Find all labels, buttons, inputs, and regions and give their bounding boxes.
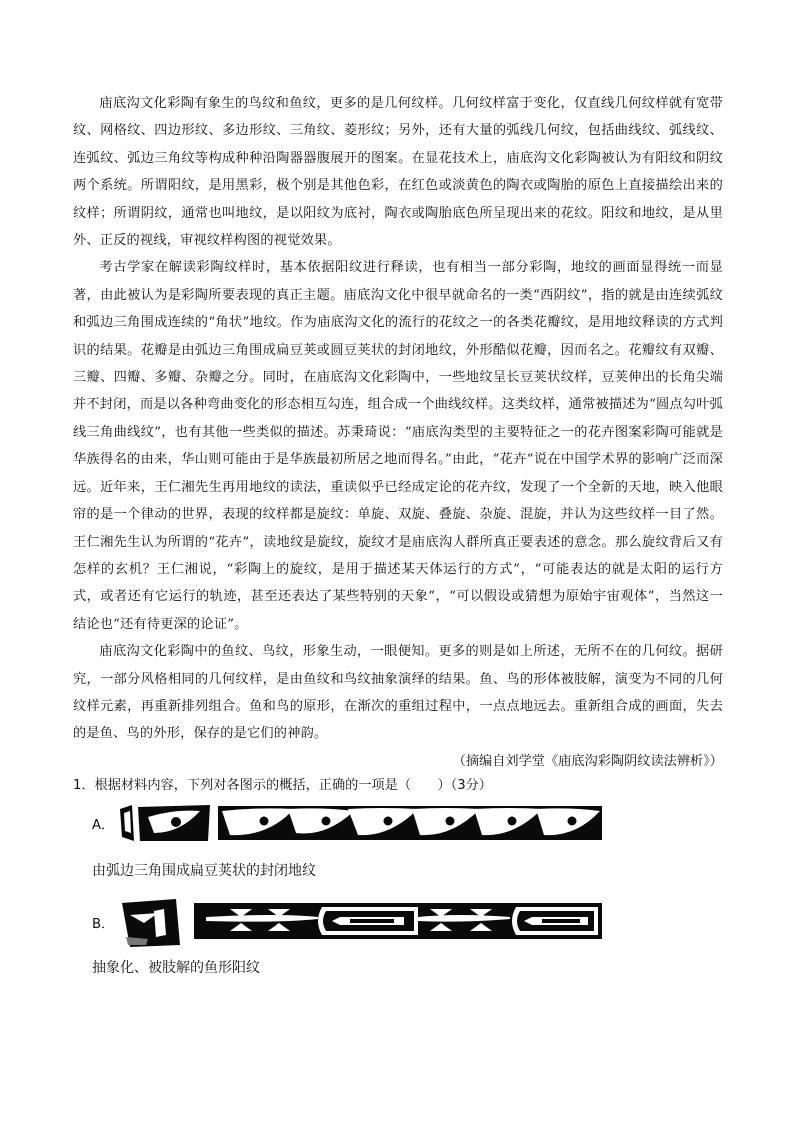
article-paragraph-3: 庙底沟文化彩陶中的鱼纹、鸟纹，形象生动，一眼便知。更多的则是如上所述，无所不在的几何纹。据研究，一部分风格相同的几何纹样，是由鱼纹和鸟纹抽象演绎的结果。鱼、鸟的形体被肢解，演变为不同的几何纹样元素，再重新排列组合。鱼和鸟的原形，在渐次的重组过程中，一点点地远去。重新组合成的画面，失去的是鱼、鸟的外形，保存的是它们的神韵。 bbox=[73, 644, 723, 742]
option-b-pattern-image bbox=[118, 895, 604, 949]
option-a-pattern-image bbox=[118, 803, 604, 843]
option-b-caption: 抽象化、被肢解的鱼形阳纹 bbox=[92, 960, 260, 976]
option-a-label: A． bbox=[92, 817, 115, 833]
option-b[interactable] bbox=[92, 895, 604, 949]
question-stem: 1．根据材料内容，下列对各图示的概括，正确的一项是（ ）（3分） bbox=[73, 778, 492, 793]
article-paragraph-2: 考古学家在解读彩陶纹样时，基本依据阳纹进行释读，也有相当一部分彩陶，地纹的画面显得统一而显著，由此被认为是彩陶所要表现的真正主题。庙底沟文化中很早就命名的一类“西阴纹”，指的就是由连续弧纹和弧边三角围成连续的“角状”地纹。作为庙底沟文化的流行的花纹之一的各类花瓣纹，是用地纹释读的方式判识的结果。花瓣是由弧边三角围成扁豆荚或圆豆荚状的封闭地纹，外形酷似花瓣，因而名之。花瓣纹有双瓣、三瓣、四瓣、多瓣、杂瓣之分。同时，在庙底沟文化彩陶中，一些地纹呈长豆荚状纹样，豆荚伸出的长角尖端并不封闭，而是以各种弯曲变化的形态相互勾连，组合成一个曲线纹样。这类纹样，通常被描述为“圆点勾叶弧线三角曲线纹”，也有其他一些类似的描述。苏秉琦说：“庙底沟类型的主要特征之一的花卉图案彩陶可能就是华族得名的由来，华山则可能由于是华族最初所居之地而得名。”由此，“花卉”说在中国学术界的影响广泛而深远。近年来，王仁湘先生再用地纹的读法，重读似乎已经成定论的花卉纹，发现了一个全新的天地，映入他眼帘的是一个律动的世界，表现的纹样都是旋纹：单旋、双旋、叠旋、杂旋、混旋，并认为这些纹样一目了然。王仁湘先生认为所谓的“花卉”，读地纹是旋纹，旋纹才是庙底沟人群所真正要表述的意念。那么旋纹背后又有怎样的玄机？王仁湘说，“彩陶上的旋纹，是用于描述某天体运行的方式”，“可能表达的就是太阳的运行方式，或者还有它运行的轨迹，甚至还表达了某些特别的天象”，“可以假设或猜想为原始宇宙观体”，当然这一结论也“还有待更深的论证”。 bbox=[73, 260, 723, 632]
option-b-label: B． bbox=[92, 916, 115, 932]
article-paragraph-1: 庙底沟文化彩陶有象生的鸟纹和鱼纹，更多的是几何纹样。几何纹样富于变化，仅直线几何纹样就有宽带纹、网格纹、四边形纹、多边形纹、三角纹、菱形纹；另外，还有大量的弧线几何纹，包括曲线纹、弧线纹、连弧纹、弧边三角纹等构成种种沿陶器器腹展开的图案。在显花技术上，庙底沟文化彩陶被认为有阳纹和阴纹两个系统。所谓阳纹，是用黑彩，极个别是其他色彩，在红色或淡黄色的陶衣或陶胎的原色上直接描绘出来的纹样；所谓阴纹，通常也叫地纹，是以阳纹为底衬，陶衣或陶胎底色所呈现出来的花纹。阳纹和地纹，是从里外、正反的视线，审视纹样构图的视觉效果。 bbox=[73, 96, 723, 249]
article-source: （摘编自刘学堂《庙底沟彩陶阴纹读法辨析》） bbox=[452, 753, 723, 769]
option-a-caption: 由弧边三角围成扁豆荚状的封闭地纹 bbox=[92, 863, 316, 879]
option-a[interactable] bbox=[92, 803, 604, 843]
article bbox=[73, 90, 723, 775]
